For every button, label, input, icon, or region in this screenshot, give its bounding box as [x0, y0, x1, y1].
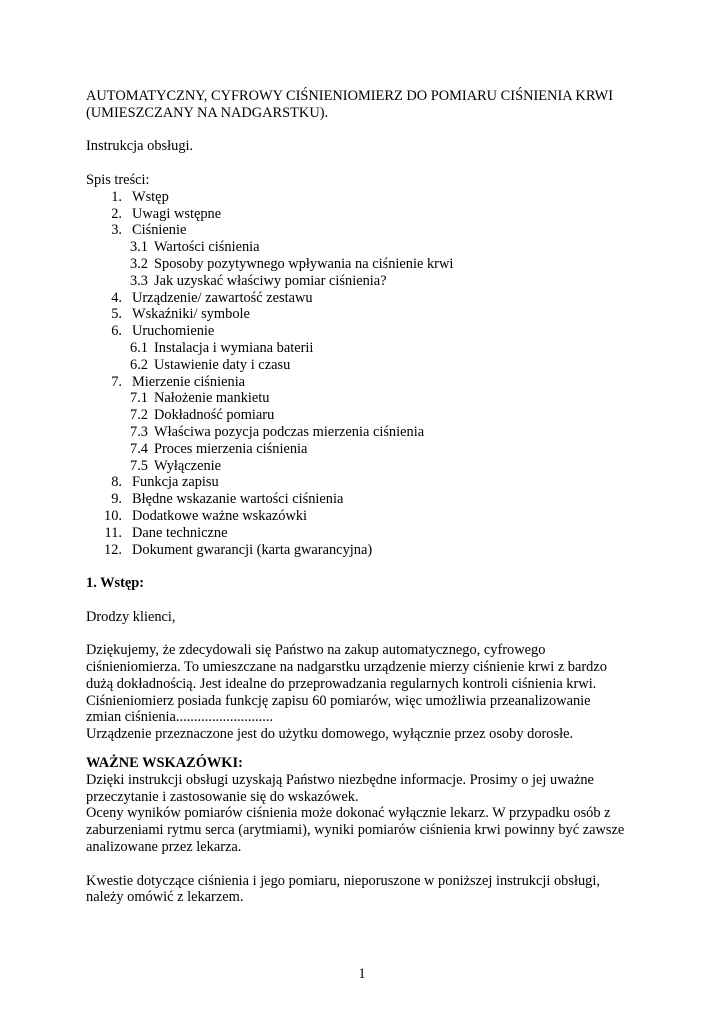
toc-item — [86, 508, 646, 525]
toc-item-number: 7.1 — [130, 390, 148, 407]
paragraph-line: Kwestie dotyczące ciśnienia i jego pomiaru, nieporuszone w poniższej instrukcji obsługi, — [86, 872, 600, 889]
toc-item — [86, 390, 646, 407]
toc-item-label: Wyłączenie — [154, 457, 222, 474]
toc-item — [86, 306, 646, 323]
toc-item — [86, 542, 646, 559]
title-line: AUTOMATYCZNY, CYFROWY CIŚNIENIOMIERZ DO POMIARU CIŚNIENIA KRWI — [86, 88, 613, 104]
toc-item — [86, 340, 646, 357]
toc-heading: Spis treści: — [86, 171, 150, 188]
paragraph-line: przeczytanie i zastosowanie się do wskazówek. — [86, 788, 359, 805]
toc-item-label: Mierzenie ciśnienia — [132, 373, 246, 390]
toc-item-number: 6.1 — [130, 339, 148, 356]
toc-item-label: Właściwa pozycja podczas mierzenia ciśnienia — [154, 423, 425, 440]
toc-item-label: Błędne wskazanie wartości ciśnienia — [132, 491, 344, 508]
toc-item-number: 7.3 — [130, 423, 148, 440]
toc-item-label: Ustawienie daty i czasu — [154, 356, 291, 373]
toc-item — [86, 374, 646, 391]
section-heading: 1. Wstęp: — [86, 575, 145, 592]
toc-item-label: Dodatkowe ważne wskazówki — [132, 507, 308, 524]
toc-item-label: Instalacja i wymiana baterii — [154, 339, 314, 356]
toc-item-number: 3.3 — [130, 272, 148, 289]
toc-item-number: 8. — [111, 474, 122, 491]
paragraph-line: należy omówić z lekarzem. — [86, 889, 244, 906]
toc-item-number: 11. — [104, 524, 122, 541]
toc-item-label: Proces mierzenia ciśnienia — [154, 440, 308, 457]
important-heading: WAŻNE WSKAZÓWKI: — [86, 755, 243, 772]
toc-item-number: 3. — [111, 222, 122, 239]
toc-item-number: 2. — [111, 205, 122, 222]
intro-paragraph — [86, 642, 646, 743]
toc-item — [86, 357, 646, 374]
paragraph-line: Oceny wyników pomiarów ciśnienia może dokonać wyłącznie lekarz. W przypadku osób z — [86, 805, 611, 822]
toc-item — [86, 407, 646, 424]
toc-item-label: Nałożenie mankietu — [154, 390, 270, 407]
paragraph-line: analizowane przez lekarza. — [86, 839, 242, 856]
toc-item — [86, 424, 646, 441]
toc-item-number: 6.2 — [130, 356, 148, 373]
toc-item — [86, 491, 646, 508]
paragraph-line: Urządzenie przeznaczone jest do użytku domowego, wyłącznie przez osoby dorosłe. — [86, 726, 574, 743]
toc-item-label: Urządzenie/ zawartość zestawu — [132, 289, 313, 306]
toc-item-number: 4. — [111, 289, 122, 306]
toc-item-label: Ciśnienie — [132, 222, 187, 239]
toc-item — [86, 290, 646, 307]
paragraph-line: zmian ciśnienia........................... — [86, 709, 274, 726]
toc-item-label: Wskaźniki/ symbole — [132, 306, 250, 323]
toc-item-number: 6. — [111, 323, 122, 340]
table-of-contents — [86, 189, 646, 559]
document-subtitle: Instrukcja obsługi. — [86, 138, 194, 155]
paragraph-line: Ciśnieniomierz posiada funkcję zapisu 60 pomiarów, więc umożliwia przeanalizowanie — [86, 692, 591, 709]
toc-item-label: Dokument gwarancji (karta gwarancyjna) — [132, 541, 373, 558]
toc-item — [86, 323, 646, 340]
important-paragraph — [86, 772, 646, 856]
toc-item-label: Wstęp — [132, 188, 169, 205]
doctor-note-paragraph — [86, 873, 646, 907]
paragraph-line: Dzięki instrukcji obsługi uzyskają Państwo niezbędne informacje. Prosimy o jej uważne — [86, 771, 594, 788]
toc-item — [86, 256, 646, 273]
document-page — [86, 88, 646, 906]
toc-item-number: 7.5 — [130, 457, 148, 474]
toc-item — [86, 474, 646, 491]
page-number: 1 — [358, 966, 366, 982]
toc-item-label: Dokładność pomiaru — [154, 407, 275, 424]
toc-item — [86, 441, 646, 458]
toc-item — [86, 206, 646, 223]
paragraph-line: Dziękujemy, że zdecydowali się Państwo na zakup automatycznego, cyfrowego — [86, 642, 546, 659]
toc-item — [86, 458, 646, 475]
toc-item-label: Wartości ciśnienia — [154, 239, 260, 256]
toc-item-label: Uwagi wstępne — [132, 205, 222, 222]
toc-item-number: 9. — [111, 491, 122, 508]
toc-item — [86, 273, 646, 290]
paragraph-line: zaburzeniami rytmu serca (arytmiami), wyniki pomiarów ciśnienia krwi powinny być zawsze — [86, 822, 625, 839]
toc-item-number: 3.2 — [130, 255, 148, 272]
toc-item-number: 5. — [111, 306, 122, 323]
title-line: (UMIESZCZANY NA NADGARSTKU). — [86, 104, 329, 121]
toc-item — [86, 525, 646, 542]
paragraph-line: ciśnieniomierza. To umieszczane na nadgarstku urządzenie mierzy ciśnienie krwi z bardzo — [86, 659, 607, 676]
toc-item-number: 12. — [104, 541, 122, 558]
toc-item — [86, 239, 646, 256]
toc-item-label: Uruchomienie — [132, 323, 215, 340]
greeting: Drodzy klienci, — [86, 608, 176, 625]
paragraph-line: dużą dokładnością. Jest idealne do przeprowadzania regularnych kontroli ciśnienia krwi. — [86, 675, 597, 692]
toc-item-number: 7.4 — [130, 440, 148, 457]
toc-item-label: Sposoby pozytywnego wpływania na ciśnienie krwi — [154, 255, 454, 272]
toc-item-label: Jak uzyskać właściwy pomiar ciśnienia? — [154, 272, 387, 289]
toc-item — [86, 189, 646, 206]
toc-item-number: 7.2 — [130, 407, 148, 424]
toc-item-number: 7. — [111, 373, 122, 390]
toc-item-label: Funkcja zapisu — [132, 474, 219, 491]
toc-item — [86, 222, 646, 239]
toc-item-label: Dane techniczne — [132, 524, 228, 541]
toc-item-number: 1. — [111, 188, 122, 205]
toc-item-number: 10. — [104, 507, 122, 524]
toc-item-number: 3.1 — [130, 239, 148, 256]
document-title — [86, 88, 646, 122]
